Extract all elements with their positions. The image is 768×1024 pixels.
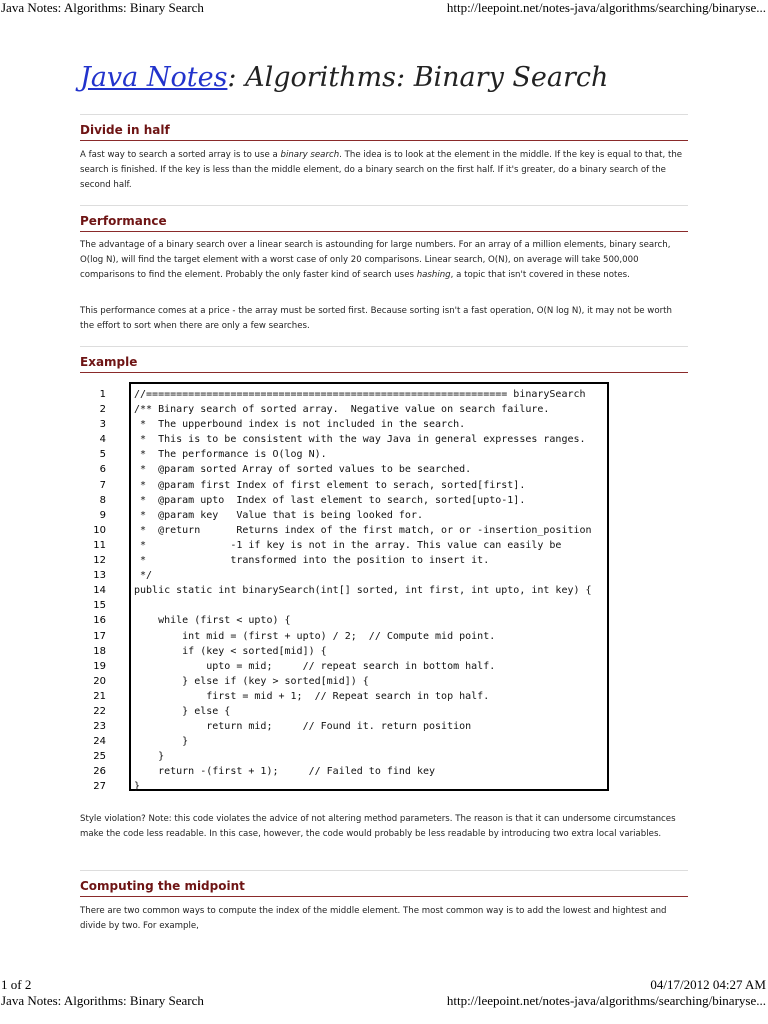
line-number: 11 — [93, 539, 106, 551]
section-heading-midpoint: Computing the midpoint — [80, 879, 688, 897]
code-line: * The performance is O(log N). — [134, 449, 327, 461]
line-number: 26 — [93, 766, 106, 778]
divide-paragraph: A fast way to search a sorted array is to use a binary search. The idea is to look at the element in the middle. If the key is equal to that, the search is finished. If the key is less than the middle element, do a binary search on the first half. If it's greater, do a binary search of the second half. — [80, 150, 683, 190]
code-listing — [134, 387, 606, 795]
line-number: 6 — [99, 464, 106, 476]
print-footer-row-2 — [0, 993, 768, 1009]
page-title-rest: : Algorithms: Binary Search — [227, 62, 609, 93]
code-line: * @param sorted Array of sorted values to be searched. — [134, 464, 472, 476]
code-line: int mid = (first + upto) / 2; // Compute mid point. — [134, 630, 496, 642]
print-footer-row — [0, 977, 768, 993]
code-line: * transformed into the position to insert it. — [134, 555, 490, 567]
line-number: 14 — [93, 585, 106, 597]
code-line: * The upperbound index is not included in the search. — [134, 419, 466, 431]
section-heading-performance: Performance — [80, 214, 688, 232]
code-line: * @param first Index of first element to serach, sorted[first]. — [134, 479, 526, 491]
line-number: 18 — [93, 645, 106, 657]
code-line: */ — [134, 570, 153, 582]
code-line: * @param key Value that is being looked for. — [134, 509, 423, 521]
line-number: 3 — [99, 419, 106, 431]
midpoint-paragraph: There are two common ways to compute the index of the middle element. The most common way is to add the lowest and hightest and divide by two. For example, — [80, 906, 667, 931]
line-number: 21 — [93, 690, 106, 702]
code-line: * This is to be consistent with the way Java in general expresses ranges. — [134, 434, 586, 446]
line-number: 2 — [99, 404, 106, 416]
style-violation-note: Style violation? Note: this code violates the advice of not altering method parameters. The reason is that it can undersome circumstances make the code less readable. In this case, however, the code would probably be less readable by introducing two extra local variables. — [80, 814, 676, 839]
section-heading-divide: Divide in half — [80, 123, 688, 141]
line-number: 13 — [93, 570, 106, 582]
line-number: 19 — [93, 660, 106, 672]
line-numbers — [82, 387, 106, 795]
line-number: 23 — [93, 721, 106, 733]
print-header-url: http://leepoint.net/notes-java/algorithms/searching/binaryse... — [446, 0, 766, 15]
line-number: 16 — [93, 615, 106, 627]
print-header-title: Java Notes: Algorithms: Binary Search — [1, 0, 204, 15]
print-header — [0, 0, 768, 16]
code-line: first = mid + 1; // Repeat search in top half. — [134, 690, 490, 702]
line-number: 7 — [99, 479, 106, 491]
line-number: 4 — [99, 434, 106, 446]
print-footer-title: Java Notes: Algorithms: Binary Search — [1, 993, 204, 1008]
page-title — [80, 62, 608, 93]
line-number: 9 — [99, 509, 106, 521]
line-number: 10 — [93, 524, 106, 536]
code-line: } — [134, 751, 165, 763]
code-line: } — [134, 781, 141, 793]
code-line: * @return Returns index of the first match, or or -insertion_position — [134, 524, 592, 536]
code-line: } else if (key > sorted[mid]) { — [134, 675, 369, 687]
code-line: //============================================================ binarySearch — [134, 389, 586, 400]
print-footer-page: 1 of 2 — [1, 977, 32, 992]
line-number: 12 — [93, 555, 106, 567]
line-number: 25 — [93, 751, 106, 763]
section-heading-example: Example — [80, 355, 688, 373]
line-number: 17 — [93, 630, 106, 642]
print-footer-url: http://leepoint.net/notes-java/algorithms/searching/binaryse... — [446, 993, 766, 1008]
code-line: /** Binary search of sorted array. Negative value on search failure. — [134, 404, 550, 416]
code-line: while (first < upto) { — [134, 615, 291, 627]
line-number: 22 — [93, 705, 106, 717]
line-number: 20 — [93, 675, 106, 687]
line-number: 1 — [99, 389, 106, 400]
performance-paragraph-2: This performance comes at a price - the array must be sorted first. Because sorting isn't a fast operation, O(N log N), it may not be worth the effort to sort when there are only a few searches. — [80, 306, 672, 331]
performance-paragraph-1: The advantage of a binary search over a linear search is astounding for large numbers. For an array of a million elements, binary search, O(log N), will find the target element with a worst case of only 20 comparisons. Linear search, O(N), on average will take 500,000 comparisons to find the element. Probably the only faster kind of search uses hashing, a topic that isn't covered in these notes. — [80, 240, 671, 280]
code-line: return mid; // Found it. return position — [134, 721, 472, 733]
code-line: } — [134, 736, 189, 748]
line-number: 15 — [93, 600, 106, 612]
code-line: * -1 if key is not in the array. This value can easily be — [134, 539, 562, 551]
print-footer-datetime: 04/17/2012 04:27 AM — [650, 977, 766, 992]
line-number: 5 — [99, 449, 106, 461]
code-line: return -(first + 1); // Failed to find key — [134, 766, 436, 778]
line-number: 24 — [93, 736, 106, 748]
code-line — [134, 598, 606, 613]
java-notes-link[interactable]: Java Notes — [80, 62, 228, 93]
code-line: } else { — [134, 705, 231, 717]
line-number: 27 — [93, 781, 106, 793]
line-number: 8 — [99, 494, 106, 506]
code-line: public static int binarySearch(int[] sorted, int first, int upto, int key) { — [134, 585, 592, 597]
code-line: * @param upto Index of last element to search, sorted[upto-1]. — [134, 494, 526, 506]
code-line: if (key < sorted[mid]) { — [134, 645, 327, 657]
code-line: upto = mid; // repeat search in bottom half. — [134, 660, 496, 672]
